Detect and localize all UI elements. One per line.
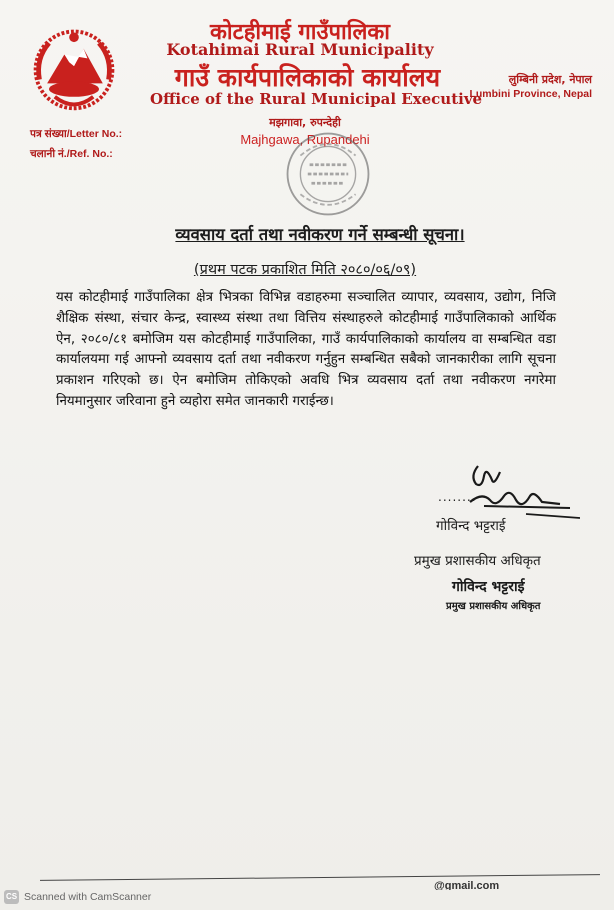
notice-publication-date: (प्रथम पटक प्रकाशित मिति २०८०/०६/०९) [193,262,417,278]
office-name-nepali: गाउँ कार्यपालिकाको कार्यालय [174,63,441,92]
office-name-english: Office of the Rural Municipal Executive [150,90,483,108]
office-seal-stamp-icon [282,128,374,220]
municipality-name-nepali: कोटहीमाई गाउँपालिका [210,20,390,45]
address-nepali: मझगावा, रुपन्देही [269,116,341,129]
address-english: Majhgawa, Rupandehi [240,132,370,147]
notice-title: व्यवसाय दर्ता तथा नवीकरण गर्ने सम्बन्धी सूचना। [175,225,465,244]
province-nepali: लुम्बिनी प्रदेश, नेपाल [508,73,592,86]
ref-number-label: चलानी नं./Ref. No.: [30,148,113,160]
signatory-name: गोविन्द भट्टराई [436,518,506,534]
municipality-name-english: Kotahimai Rural Municipality [166,40,434,59]
signatory-title: प्रमुख प्रशासकीय अधिकृत [414,553,541,569]
camscanner-label: Scanned with CamScanner [24,891,152,903]
letter-number-label: पत्र संख्या/Letter No.: [30,128,123,140]
camscanner-watermark [4,890,151,904]
reference-block [30,124,122,164]
nepal-government-emblem-icon [26,20,122,116]
name-stamp-title: प्रमुख प्रशासकीय अधिकृत [446,601,541,612]
signature-dotted-line: ........ [438,490,477,504]
name-stamp-name: गोविन्द भट्टराई [452,579,525,595]
footer-divider [40,874,600,881]
notice-body: यस कोटहीमाई गाउँपालिका क्षेत्र भित्रका विभिन्न वडाहरुमा सञ्चालित व्यापार, व्यवसाय, उद्योग, निजि शैक्षिक संस्था, संचार केन्द्र, स्वास्थ्य संस्था तथा वित्तिय संस्थाहरुले कोटहीमाई गाउँपालिकाको आर्थिक ऐन, २०८०/८१ बमोजिम यस कोटहीमाई गाउँपालिका, गाउँ कार्यपालिकाको कार्यालय वा सम्बन्धित वडा कार्यालयमा गई आफ्नो व्यवसाय दर्ता तथा नवीकरण गर्नुहुन सम्बन्धित सबैको जानकारीका लागि सूचना प्रकाशन गरिएको छ। ऐन बमोजिम तोकिएको अवधि भित्र व्यवसाय दर्ता तथा नवीकरण नगरेमा नियमानुसार जरिवाना हुने व्यहोरा समेत जानकारी गराईन्छ। [56,290,556,409]
footer-email: @gmail.com [434,880,500,890]
camscanner-logo-icon: CS [4,890,19,904]
province-english: Lumbini Province, Nepal [469,88,592,100]
